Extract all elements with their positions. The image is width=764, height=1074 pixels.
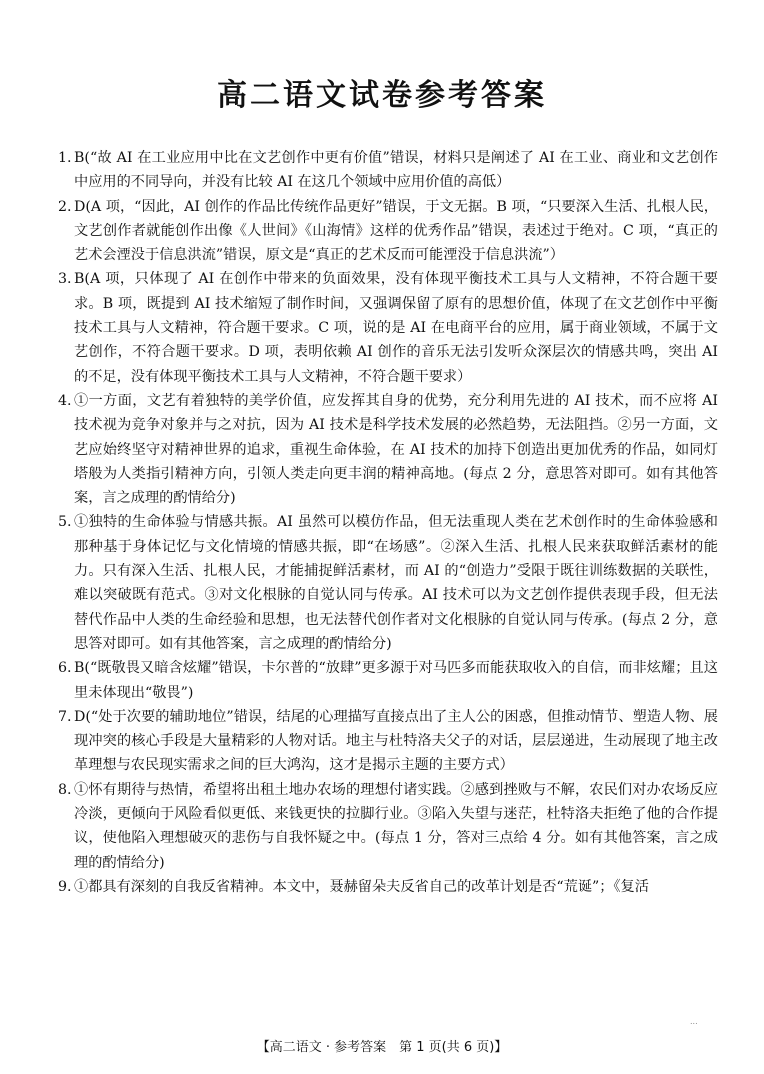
answer-item-7 (58, 705, 718, 778)
answer-text: B(A 项，只体现了 AI 在创作中带来的负面效果，没有体现平衡技术工具与人文精神，不符合题干要求。B 项，既提到 AI 技术缩短了制作时间，又强调保留了原有的思想价值，体现了在文艺创作中平衡技术工具与人文精神，符合题干要求。C 项，说的是 AI 在电商平台的应用，属于商业领域，不属于文艺创作，不符合题干要求。D 项，表明依赖 AI 创作的音乐无法引发听众深层次的情感共鸣，突出 AI 的不足，没有体现平衡技术工具与人文精神，不符合题干要求） (74, 271, 718, 385)
answer-item-3 (58, 267, 718, 388)
answer-number: 1. (58, 150, 72, 166)
answer-item-5 (58, 510, 718, 656)
answer-number: 6. (58, 660, 72, 677)
answer-item-8 (58, 778, 718, 875)
answer-number: 2. (58, 198, 72, 215)
answer-item-6 (58, 656, 718, 705)
answer-number: 5. (58, 514, 72, 531)
answer-text: ①独特的生命体验与情感共振。AI 虽然可以模仿作品，但无法重现人类在艺术创作时的生命体验感和那种基于身体记忆与文化情境的情感共振，即“在场感”。②深入生活、扎根人民来获取鲜活素材的能力。只有深入生活、扎根人民，才能捕捉鲜活素材，而 AI 的“创造力”受限于既往训练数据的关联性，难以突破既有范式。③对文化根脉的自觉认同与传承。AI 技术可以为文艺创作提供表现手段，但无法替代作品中人类的生命经验和思想，也无法替代创作者对文化根脉的自觉认同与传承。(每点 2 分，意思答对即可。如有其他答案，言之成理的酌情给分) (74, 514, 718, 652)
page-title: 高二语文试卷参考答案 (217, 78, 547, 113)
answer-text: ①都具有深刻的自我反省精神。本文中，聂赫留朵夫反省自己的改革计划是否“荒诞”；《复活 (74, 878, 649, 895)
answer-text: B(“故 AI 在工业应用中比在文艺创作中更有价值”错误，材料只是阐述了 AI 在工业、商业和文艺创作中应用的不同导向，并没有比较 AI 在这几个领域中应用价值的高低） (74, 150, 718, 191)
answer-number: 3. (58, 271, 72, 288)
answer-item-1 (58, 146, 718, 195)
answer-item-2 (58, 195, 718, 268)
answer-text: ①一方面，文艺有着独特的美学价值，应发挥其自身的优势，充分利用先进的 AI 技术，而不应将 AI 技术视为竞争对象并与之对抗，因为 AI 技术是科学技术发展的必然趋势，无法阻挡。②另一方面，文艺应始终坚守对精神世界的追求，重视生命体验，在 AI 技术的加持下创造出更加优秀的作品，如同灯塔般为人类指引精神方向，引领人类走向更丰润的精神高地。(每点 2 分，意思答对即可。如有其他答案，言之成理的酌情给分) (74, 392, 718, 507)
answer-text: B(“既敬畏又暗含炫耀”错误，卡尔普的“放肆”更多源于对马匹多而能获取收入的自信，而非炫耀；且这里未体现出“敬畏”) (74, 660, 718, 701)
page-footer: 【高二语文 · 参考答案 第 1 页(共 6 页)】 (256, 1040, 508, 1055)
answer-number: 7. (58, 708, 72, 725)
answer-number: 9. (58, 878, 72, 895)
answer-item-9 (58, 875, 718, 899)
answer-number: 4. (58, 392, 72, 409)
answer-text: D(“处于次要的辅助地位”错误，结尾的心理描写直接点出了主人公的困惑，但推动情节、塑造人物、展现冲突的核心手段是大量精彩的人物对话。地主与杜特洛夫父子的对话，层层递进，生动展现了地主改革理想与农民现实需求之间的巨大鸿沟，这才是揭示主题的主要方式） (74, 708, 718, 774)
answer-list (58, 146, 718, 899)
answer-number: 8. (58, 781, 72, 798)
answer-item-4 (58, 389, 718, 510)
answer-text: ①怀有期待与热情，希望将出租土地办农场的理想付诸实践。②感到挫败与不解，农民们对办农场反应冷淡，更倾向于风险看似更低、来钱更快的拉脚行业。③陷入失望与迷茫，杜特洛夫拒绝了他的合作提议，使他陷入理想破灭的悲伤与自我怀疑之中。(每点 1 分，答对三点给 4 分。如有其他答案，言之成理的酌情给分) (74, 781, 718, 871)
answer-text: D(A 项，“因此，AI 创作的作品比传统作品更好”错误，于文无据。B 项，“只要深入生活、扎根人民，文艺创作者就能创作出像《人世间》《山海情》这样的优秀作品”错误，表述过于绝对。C 项，“真正的艺术会湮没于信息洪流”错误，原文是“真正的艺术反而可能湮没于信息洪流”） (74, 198, 718, 264)
corner-mark: ... (690, 1017, 698, 1026)
